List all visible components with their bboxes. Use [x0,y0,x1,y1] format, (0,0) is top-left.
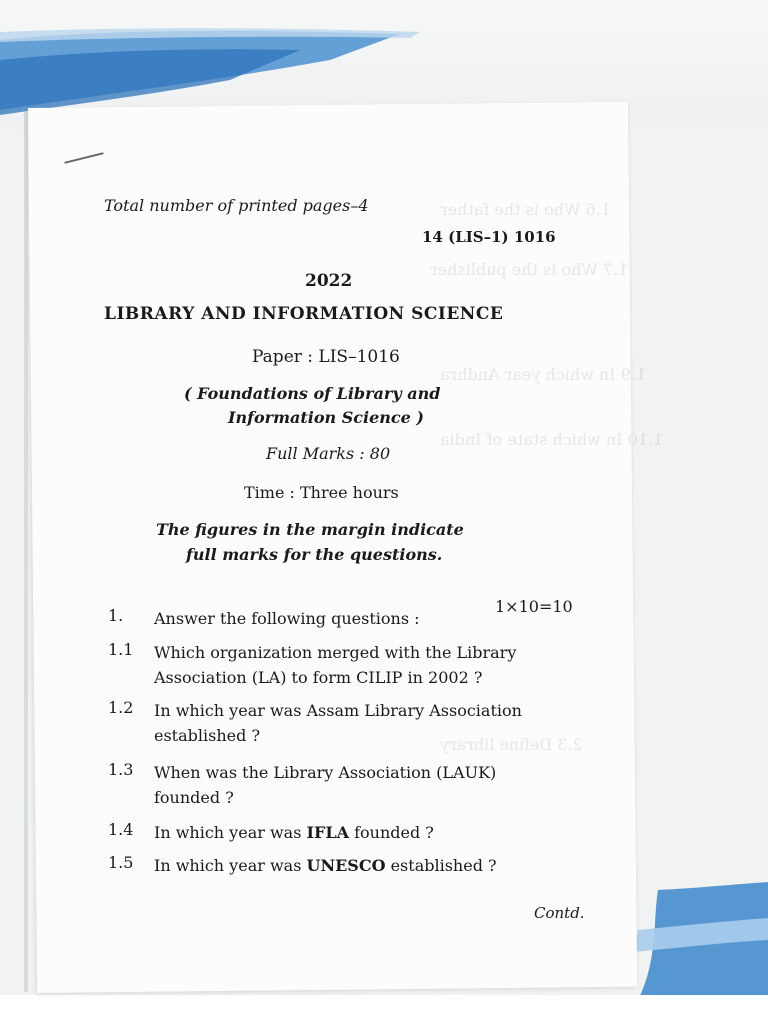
question-text-line1: In which year was Assam Library Association [154,701,522,720]
question-marks: 1×10=10 [495,597,573,616]
question-text-bold: UNESCO [306,856,386,875]
question-text-post: founded ? [349,823,434,842]
question-text-line2: established ? [154,726,261,745]
question-text-line1: When was the Library Association (LAUK) [154,763,497,782]
question-number: 1. [108,606,124,625]
paper-number: Paper : LIS–1016 [252,347,400,367]
question-text-line1: Which organization merged with the Library [154,643,517,662]
exam-duration: Time : Three hours [244,483,399,502]
question-text-post: established ? [385,856,497,875]
question-number: 1.3 [108,760,134,779]
bottom-white-band [0,995,768,1024]
question-text-pre: In which year was [154,856,307,875]
question-number: 1.1 [108,640,134,659]
printed-pages-count: Total number of printed pages–4 [104,196,369,215]
full-marks: Full Marks : 80 [266,444,391,463]
instruction-line2: full marks for the questions. [186,545,443,564]
continued-label: Contd. [534,904,585,922]
question-text [154,640,516,690]
question-text [154,760,496,810]
question-number: 1.5 [108,853,134,872]
question-text [154,698,522,748]
bleed-through-text: 1.9 In which year Andhra [440,365,647,384]
question-text-line2: founded ? [154,788,234,807]
instruction-line1: The figures in the margin indicate [156,520,464,539]
paper-subtitle-line2: Information Science ) [228,408,424,427]
question-number: 1.4 [108,820,134,839]
question-text-line2: Association (LA) to form CILIP in 2002 ? [154,668,483,687]
bleed-through-text: 1.6 Who is the father [440,200,612,219]
bleed-through-text: 1.10 In which state of India [440,430,664,449]
paper-code: 14 (LIS–1) 1016 [422,228,556,246]
question-text-pre: In which year was [154,823,307,842]
question-text [154,853,497,878]
question-text-bold: IFLA [306,823,350,842]
subject-title: LIBRARY AND INFORMATION SCIENCE [104,304,504,324]
question-number: 1.2 [108,698,134,717]
question-text: Answer the following questions : [154,609,420,628]
paper-subtitle-line1: ( Foundations of Library and [184,384,441,403]
bleed-through-text: 1.7 Who is the publisher [430,260,629,279]
blue-backdrop-bottom-right [618,870,768,1000]
question-text [154,820,434,845]
exam-year: 2022 [305,271,353,291]
bleed-through-text: 2.3 Define library [440,735,583,754]
paper-stack-edge [24,112,28,992]
